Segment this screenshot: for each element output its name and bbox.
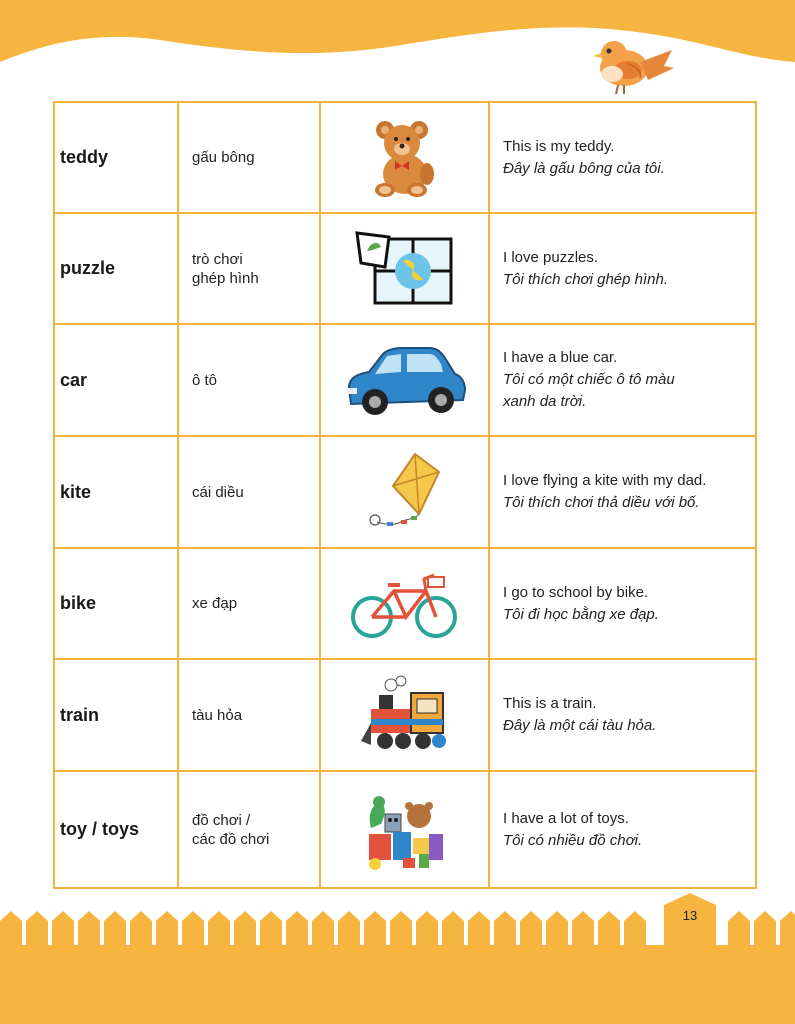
sentence-train	[489, 659, 756, 771]
sentence-english: I love flying a kite with my dad.	[503, 472, 707, 489]
meaning-puzzle	[178, 213, 320, 324]
table-row	[54, 771, 756, 888]
meaning-car	[178, 324, 320, 436]
meaning-line: xe đạp	[192, 595, 238, 612]
header-wave	[0, 0, 795, 80]
table-row	[54, 659, 756, 771]
word-bike: bike	[54, 548, 178, 659]
bike-icon	[350, 569, 460, 639]
meaning-bike	[178, 548, 320, 659]
bird-icon	[588, 34, 674, 96]
sentence-vietnamese: Tôi thích chơi thả diều với bố.	[503, 494, 700, 511]
sentence-vietnamese: Đây là gấu bông của tôi.	[503, 159, 665, 177]
sentence-vietnamese: Tôi có một chiếc ô tô màu	[503, 371, 675, 388]
meaning-line: gấu bông	[192, 149, 255, 166]
sentence-english: I go to school by bike.	[503, 583, 649, 601]
sentence-toys	[489, 771, 756, 888]
meaning-line: các đồ chơi	[192, 830, 270, 848]
sentence-puzzle	[489, 213, 756, 324]
word-kite: kite	[54, 436, 178, 548]
sentence-vietnamese: Tôi đi học bằng xe đạp.	[503, 605, 659, 623]
table-row	[54, 102, 756, 213]
word-car: car	[54, 324, 178, 436]
picture-cell	[320, 213, 489, 324]
car-icon	[343, 342, 467, 418]
picture-cell	[320, 548, 489, 659]
picture-cell	[320, 102, 489, 213]
sentence-vietnamese: Đây là một cái tàu hỏa.	[503, 717, 657, 734]
meaning-toys	[178, 771, 320, 888]
word-toys: toy / toys	[54, 771, 178, 888]
meaning-line: tàu hỏa	[192, 706, 243, 724]
table-row	[54, 436, 756, 548]
puzzle-icon	[355, 231, 455, 307]
meaning-teddy	[178, 102, 320, 213]
page-number: 13	[682, 908, 698, 923]
sentence-car	[489, 324, 756, 436]
picture-cell	[320, 771, 489, 888]
meaning-line: đồ chơi /	[192, 811, 251, 829]
train-icon	[357, 675, 453, 755]
meaning-line: cái diều	[192, 483, 244, 501]
word-teddy: teddy	[54, 102, 178, 213]
meaning-line: trò chơi	[192, 250, 243, 268]
table-row	[54, 324, 756, 436]
vocabulary-table	[53, 101, 757, 889]
sentence-kite	[489, 436, 756, 548]
toys-icon	[363, 788, 447, 872]
meaning-train	[178, 659, 320, 771]
word-puzzle: puzzle	[54, 213, 178, 324]
word-train: train	[54, 659, 178, 771]
table-row	[54, 548, 756, 659]
kite-icon	[363, 452, 447, 532]
picture-cell	[320, 324, 489, 436]
meaning-line: ghép hình	[192, 269, 259, 287]
meaning-line: ô tô	[192, 371, 218, 389]
sentence-vietnamese: Tôi thích chơi ghép hình.	[503, 270, 668, 288]
sentence-vietnamese: xanh da trời.	[503, 393, 587, 410]
sentence-vietnamese: Tôi có nhiều đồ chơi.	[503, 831, 643, 849]
sentence-english: I love puzzles.	[503, 248, 599, 266]
sentence-english: This is my teddy.	[503, 137, 615, 155]
teddy-bear-icon	[365, 118, 445, 198]
sentence-english: This is a train.	[503, 695, 597, 712]
sentence-english: I have a blue car.	[503, 349, 618, 366]
sentence-english: I have a lot of toys.	[503, 809, 629, 827]
picture-cell	[320, 436, 489, 548]
sentence-teddy	[489, 102, 756, 213]
picture-cell	[320, 659, 489, 771]
sentence-bike	[489, 548, 756, 659]
meaning-kite	[178, 436, 320, 548]
table-row	[54, 213, 756, 324]
